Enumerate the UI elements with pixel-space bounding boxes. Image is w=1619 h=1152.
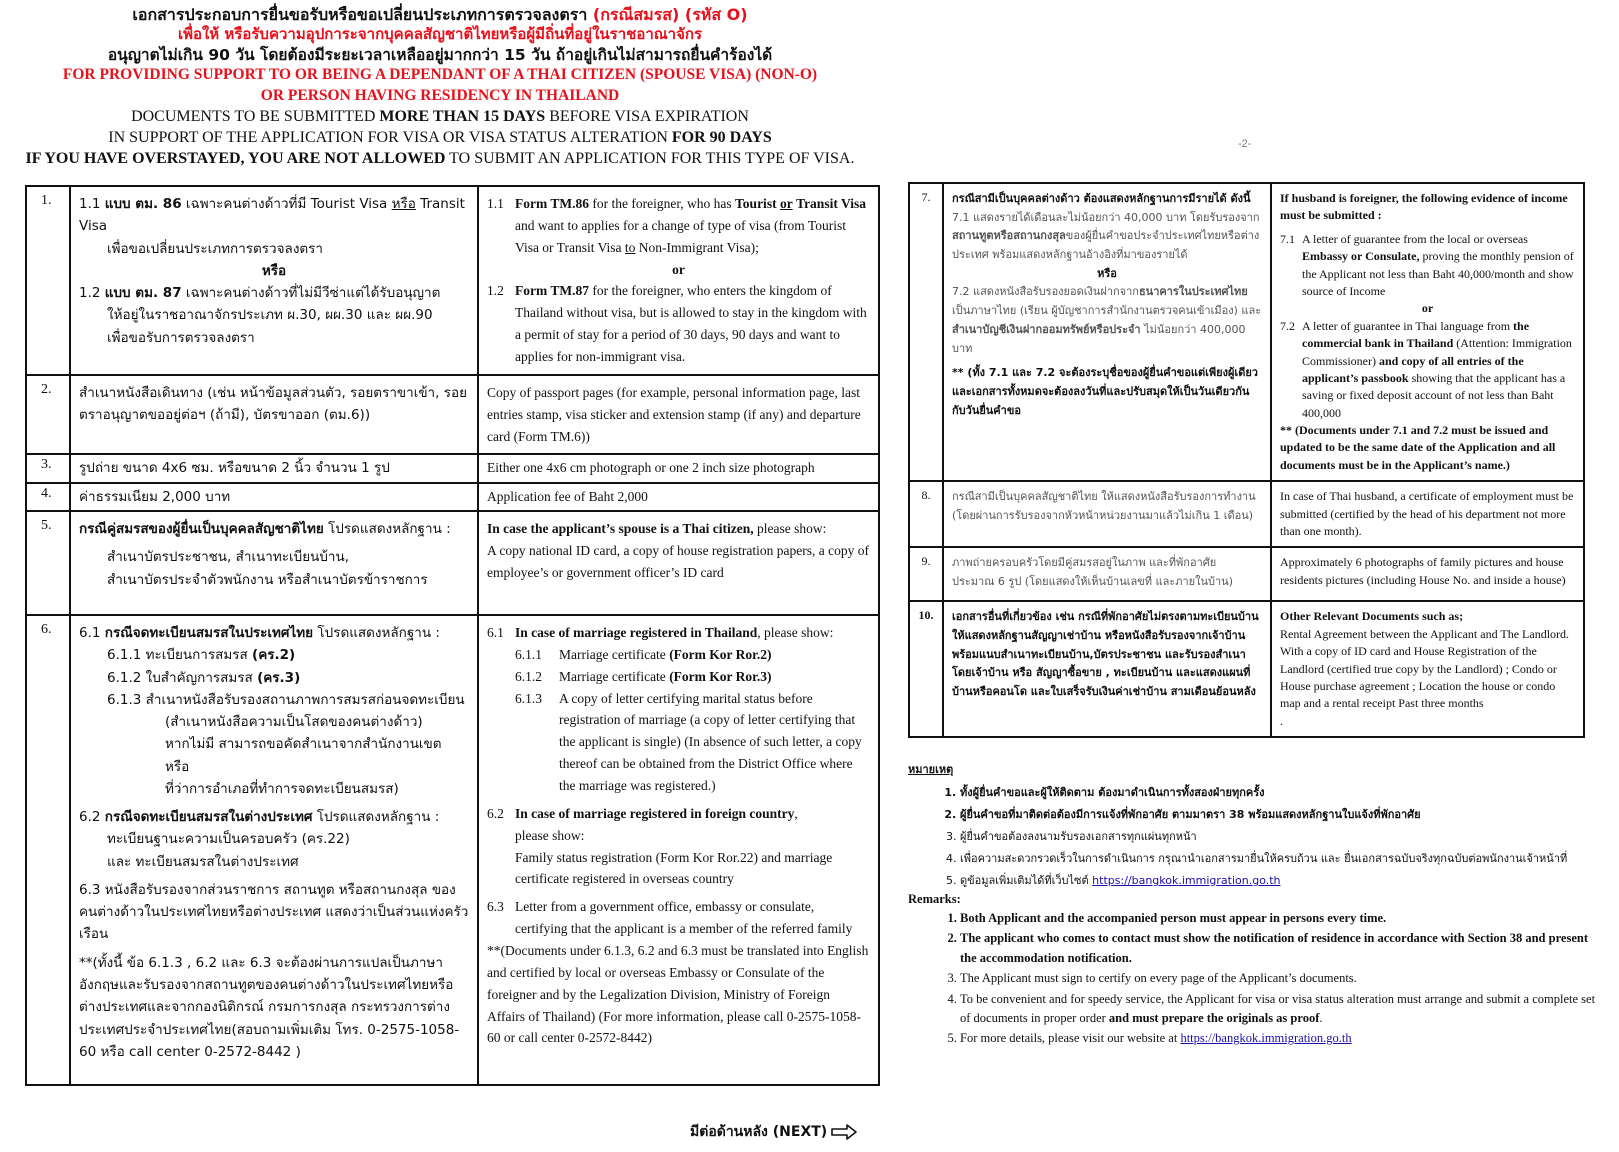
header-thai-title: เอกสารประกอบการยื่นขอรับหรือขอเปลี่ยนประเภทการตรวจลงตรา (กรณีสมรส) (รหัส O): [132, 5, 748, 24]
row-thai-text: 1.1 แบบ ตม. 86 เฉพาะคนต่างด้าวที่มี Tourist Visa หรือ Transit Visa เพื่อขอเปลี่ยนประเภทการตรวจลงตรา หรือ 1.2 แบบ ตม. 87 เฉพาะคนต่างด้าวที่ไม่มีวีซ่าแต่ได้รับอนุญาต ให้อยู่ในราชอาณาจักรประเภท ผ.30, ผผ.30 และ ผผ.90 เพื่อขอรับการตรวจลงตรา: [70, 186, 478, 375]
page-number: -2-: [1238, 138, 1252, 150]
list-item: 5. For more details, please visit our website at https://bangkok.immigration.go.th: [960, 1029, 1598, 1048]
row-thai-text: กรณีคู่สมรสของผู้ยื่นเป็นบุคคลสัญชาติไทย โปรดแสดงหลักฐาน : สำเนาบัตรประชาชน, สำเนาทะเบียนบ้าน, สำเนาบัตรประจำตัวพนักงาน หรือสำเนาบัตรข้าราชการ: [70, 511, 478, 615]
note-thai: ** (ทั้ง 7.1 และ 7.2 จะต้องระบุชื่อของผู้ยื่นคำขอแต่เพียงผู้เดียว และเอกสารทั้งหมดจะต้องลงวันที่และปรับสมุดให้เป็นวันเดียวกันกับวันยื่นคำขอ: [952, 366, 1258, 417]
row-number: 6.: [26, 615, 70, 1085]
remarks-thai-list: [908, 782, 1598, 892]
note-english: **(Documents under 6.1.3, 6.2 and 6.3 must be translated into English and certified by local or overseas Embassy or Consulate of the foreigner and by the Legalization Division, Ministry of Foreign Affairs of Thailand) (For more information, please call 0-2575-1058-60 or call center 0-2572-8442): [487, 943, 869, 1046]
item-1-2-english: 1.2 Form TM.87 for the foreigner, who enters the kingdom of Thailand without visa, but is allowed to stay in the kingdom with a permit of stay for a period of 30 days, 90 days and want to applies for non-immigrant visa.: [487, 283, 867, 365]
documents-table-left: [25, 185, 880, 1086]
row-thai-text: 6.1 กรณีจดทะเบียนสมรสในประเทศไทย โปรดแสดงหลักฐาน : 6.1.1 ทะเบียนการสมรส (คร.2) 6.1.2 ใบสำคัญการสมรส (คร.3) 6.1.3 สำเนาหนังสือรับรองสถานภาพการสมรสก่อนจดทะเบียน (สำเนาหนังสือความเป็นโสดของคนต่างด้าว) หากไม่มี สามารถขอคัดสำเนาจากสำนักงานเขต หรือ ที่ว่าการอำเภอที่ทำการจดทะเบียนสมรส) 6.2 กรณีจดทะเบียนสมรสในต่างประเทศ โปรดแสดงหลักฐาน : ทะเบียนฐานะความเป็นครอบครัว (คร.22) และ ทะเบียนสมรสในต่างประเทศ 6.3 หนังสือรับรองจากส่วนราชการ สถานทูต หรือสถานกงสุล ของคนต่างด้าวในประเทศไทยหรือต่างประเทศ แสดงว่าเป็นส่วนแห่งครัวเรือน **(ทั้งนี้ ข้อ 6.1.3 , 6.2 และ 6.3 จะต้องผ่านการแปลเป็นภาษาอังกฤษและรับรองจากสถานทูตของคนต่างด้าวในประเทศไทยหรือต่างประเทศและจากกองนิติกรณ์ กรมการกงสุล กระทรวงการต่างประเทศประจำประเทศไทย(สอบถามเพิ่มเติม โทร. 0-2575-1058-60 หรือ call center 0-2572-8442 ): [70, 615, 478, 1085]
row-english-text: Copy of passport pages (for example, personal information page, last entries stamp, visa sticker and extension stamp (if any) and departure card (Form TM.6)): [478, 375, 879, 455]
row-number: 9.: [909, 547, 943, 601]
table-row: [909, 481, 1584, 547]
row-thai-text: ภาพถ่ายครอบครัวโดยมีคู่สมรสอยู่ในภาพ และที่พักอาศัย ประมาณ 6 รูป (โดยแสดงให้เห็นบ้านเลขที่ และภายในบ้าน): [943, 547, 1271, 601]
item-6-3-thai: 6.3 หนังสือรับรองจากส่วนราชการ สถานทูต หรือสถานกงสุล ของคนต่างด้าวในประเทศไทยหรือต่างประเทศ แสดงว่าเป็นส่วนแห่งครัวเรือน: [79, 881, 469, 943]
item-1-2-thai: 1.2 แบบ ตม. 87 เฉพาะคนต่างด้าวที่ไม่มีวีซ่าแต่ได้รับอนุญาต: [79, 285, 441, 302]
header-en-line-1: DOCUMENTS TO BE SUBMITTED MORE THAN 15 DAYS BEFORE VISA EXPIRATION: [131, 108, 749, 126]
item-6-3-english: 6.3 Letter from a government office, embassy or consulate, certifying that the applicant is a member of the referred family: [487, 899, 853, 937]
list-item: 2. The applicant who comes to contact must show the notification of residence in accordance with Section 38 and present the accommodation notification.: [960, 929, 1598, 968]
row-number: 1.: [26, 186, 70, 375]
item-1-1-thai: 1.1 แบบ ตม. 86 เฉพาะคนต่างด้าวที่มี Tourist Visa หรือ Transit Visa: [79, 196, 465, 235]
table-row: [909, 601, 1584, 737]
remarks-section: [908, 760, 1598, 1050]
row-thai-text: กรณีสามีเป็นบุคคลสัญชาติไทย ให้แสดงหนังสือรับรองการทำงาน (โดยผ่านการรับรองจากหัวหน้าหน่วยงานมาแล้วไม่เกิน 1 เดือน): [943, 481, 1271, 547]
remarks-english-title: Remarks:: [908, 892, 961, 906]
next-page-indicator: มีต่อด้านหลัง (NEXT): [690, 1121, 857, 1143]
row-english-text: [478, 186, 879, 375]
website-link[interactable]: https://bangkok.immigration.go.th: [1180, 1031, 1352, 1046]
row-thai-text: รูปถ่าย ขนาด 4x6 ซม. หรือขนาด 2 นิ้ว จำนวน 1 รูป: [70, 454, 478, 482]
header-en-line-3: IF YOU HAVE OVERSTAYED, YOU ARE NOT ALLOWED TO SUBMIT AN APPLICATION FOR THIS TYPE OF VISA.: [25, 150, 855, 168]
row-number: 3.: [26, 454, 70, 482]
list-item: 4. To be convenient and for speedy service, the Applicant for visa or visa status alteration must arrange and submit a complete set of documents in proper order and must prepare the originals as proof.: [960, 990, 1598, 1029]
header-thai-subtitle: เพื่อให้ หรือรับความอุปการะจากบุคคลสัญชาติไทยหรือผู้มีถิ่นที่อยู่ในราชอาณาจักร: [177, 25, 703, 44]
arrow-right-icon: [831, 1124, 857, 1140]
table-row: [26, 186, 879, 375]
row-number: 10.: [909, 601, 943, 737]
list-item: 1. ทั้งผู้ยื่นคำขอและผู้ให้ติดตาม ต้องมาดำเนินการทั้งสองฝ่ายทุกครั้ง: [960, 782, 1598, 804]
table-row: [26, 511, 879, 615]
or-label: or: [672, 261, 685, 277]
row-thai-text: เอกสารอื่นที่เกี่ยวข้อง เช่น กรณีที่พักอาศัยไม่ตรงตามทะเบียนบ้าน ให้แสดงหลักฐานสัญญาเช่าบ้าน หรือหนังสือรับรองจากเจ้าบ้าน พร้อมแนบสำเนาทะเบียนบ้าน,บัตรประชาชน และรับรองสำเนา โดยเจ้าบ้าน หรือ สัญญาซื้อขาย , ทะเบียนบ้าน และแสดงแผนที่บ้านหรือคอนโด และใบเสร็จรับเงินค่าเช่าบ้าน สามเดือนย้อนหลัง: [943, 601, 1271, 737]
row-number: 7.: [909, 183, 943, 481]
note-thai: **(ทั้งนี้ ข้อ 6.1.3 , 6.2 และ 6.3 จะต้องผ่านการแปลเป็นภาษาอังกฤษและรับรองจากสถานทูตของคนต่างด้าวในประเทศไทยหรือต่างประเทศและจากกองนิติกรณ์ กรมการกงสุล กระทรวงการต่างประเทศประจำประเทศไทย(สอบถามเพิ่มเติม โทร. 0-2575-1058-60 หรือ call center 0-2572-8442 ): [79, 954, 460, 1060]
row-thai-text: ค่าธรรมเนียม 2,000 บาท: [70, 483, 478, 511]
header-en-title-2: OR PERSON HAVING RESIDENCY IN THAILAND: [260, 86, 620, 104]
note-english: ** (Documents under 7.1 and 7.2 must be issued and updated to be the same date of the Application and all documents must be in the Applicant’s name.): [1280, 423, 1556, 472]
list-item: 5. ดูข้อมูลเพิ่มเติมได้ที่เว็บไซต์ https://bangkok.immigration.go.th: [960, 870, 1598, 892]
header-thai-condition: อนุญาตไม่เกิน 90 วัน โดยต้องมีระยะเวลาเหลืออยู่มากกว่า 15 วัน ถ้าอยู่เกินไม่สามารถยื่นคำร้องได้: [107, 45, 773, 64]
row-english-text: In case the applicant’s spouse is a Thai citizen, please show: A copy national ID card, a copy of house registration papers, a copy of employee’s or government officer’s ID card: [478, 511, 879, 615]
row-english-text: Application fee of Baht 2,000: [478, 483, 879, 511]
row-english-text: 6.1 In case of marriage registered in Thailand, please show: 6.1.1 Marriage certificate (Form Kor Ror.2) 6.1.2 Marriage certificate (Form Kor Ror.3) 6.1.3 A copy of letter certifying marital status before registration of marriage (a copy of letter certifying that the applicant is single) (In absence of such letter, a copy thereof can be obtained from the District Office where the marriage was registered.) 6.2 In case of marriage registered in foreign country, please show: Family status registration (Form Kor Ror.22) and marriage certificate registered in overseas country 6.3 Letter from a government office, embassy or consulate, certifying that the applicant is a member of the referred family **(Documents under 6.1.3, 6.2 and 6.3 must be translated into English and certified by local or overseas Embassy or Consulate of the foreigner and by the Legalization Division, Ministry of Foreign Affairs of Thailand) (For more information, please call 0-2575-1058-60 or call center 0-2572-8442): [478, 615, 879, 1085]
row-thai-text: กรณีสามีเป็นบุคคลต่างด้าว ต้องแสดงหลักฐานการมีรายได้ ดังนี้ 7.1 แสดงรายได้เดือนละไม่น้อยกว่า 40,000 บาท โดยรับรองจากสถานทูตหรือสถานกงสุลของผู้ยื่นคำขอประจำประเทศไทยหรือต่างประเทศ พร้อมแสดงหลักฐานอ้างอิงที่มาของรายได้ หรือ 7.2 แสดงหนังสือรับรองยอดเงินฝากจากธนาคารในประเทศไทย เป็นภาษาไทย (เรียน ผู้บัญชาการสำนักงานตรวจคนเข้าเมือง) และสำเนาบัญชีเงินฝากออมทรัพย์หรือประจำ ไม่น้อยกว่า 400,000 บาท ** (ทั้ง 7.1 และ 7.2 จะต้องระบุชื่อของผู้ยื่นคำขอแต่เพียงผู้เดียว และเอกสารทั้งหมดจะต้องลงวันที่และปรับสมุดให้เป็นวันเดียวกันกับวันยื่นคำขอ: [943, 183, 1271, 481]
row-english-text: Approximately 6 photographs of family pictures and house residents pictures (including House No. and inside a house): [1271, 547, 1584, 601]
header-en-line-2: IN SUPPORT OF THE APPLICATION FOR VISA OR VISA STATUS ALTERATION FOR 90 DAYS: [108, 129, 772, 147]
or-label: or: [1421, 301, 1434, 316]
item-6-1-english: 6.1 In case of marriage registered in Thailand, please show:: [487, 624, 834, 640]
item-1-1-english: 1.1 Form TM.86 for the foreigner, who has Tourist or Transit Visa and want to applies for a change of type of visa (from Tourist Visa or Transit Visa to Non-Immigrant Visa);: [487, 196, 866, 255]
website-link[interactable]: https://bangkok.immigration.go.th: [1092, 874, 1281, 887]
list-item: 3. ผู้ยื่นคำขอต้องลงนามรับรองเอกสารทุกแผ่นทุกหน้า: [960, 826, 1598, 848]
list-item: 2. ผู้ยื่นคำขอที่มาติดต่อต้องมีการแจ้งที่พักอาศัย ตามมาตรา 38 พร้อมแสดงหลักฐานใบแจ้งที่พักอาศัย: [960, 804, 1598, 826]
row-number: 2.: [26, 375, 70, 455]
item-6-2-thai: 6.2 กรณีจดทะเบียนสมรสในต่างประเทศ โปรดแสดงหลักฐาน :: [79, 809, 440, 826]
list-item: 3. The Applicant must sign to certify on every page of the Applicant’s documents.: [960, 969, 1598, 988]
header-en-title-1: FOR PROVIDING SUPPORT TO OR BEING A DEPENDANT OF A THAI CITIZEN (SPOUSE VISA) (NON-O): [62, 66, 818, 84]
row-thai-text: สำเนาหนังสือเดินทาง (เช่น หน้าข้อมูลส่วนตัว, รอยตราขาเข้า, รอยตราอนุญาตขออยู่ต่อฯ (ถ้ามี), บัตรขาออก (ตม.6)): [70, 375, 478, 455]
row-number: 8.: [909, 481, 943, 547]
table-row: [26, 454, 879, 482]
remarks-english-list: [908, 909, 1598, 1049]
row-english-text: If husband is foreigner, the following evidence of income must be submitted : 7.1 A letter of guarantee from the local or overseas Embassy or Consulate, proving the monthly pension of the Applicant not less than Baht 40,000/month and show source of Income or 7.2 A letter of guarantee in Thai language from the commercial bank in Thailand (Attention: Immigration Commissioner) and copy of all entries of the applicant’s passbook showing that the applicant has a saving or fixed deposit account of not less than Baht 400,000 ** (Documents under 7.1 and 7.2 must be issued and updated to be the same date of the Application and all documents must be in the Applicant’s name.): [1271, 183, 1584, 481]
row-english-text: Either one 4x6 cm photograph or one 2 inch size photograph: [478, 454, 879, 482]
item-6-1-thai: 6.1 กรณีจดทะเบียนสมรสในประเทศไทย โปรดแสดงหลักฐาน :: [79, 624, 440, 641]
or-label: หรือ: [1097, 266, 1117, 280]
or-label: หรือ: [261, 262, 287, 279]
table-row: [909, 183, 1584, 481]
table-row: [909, 547, 1584, 601]
table-row: [26, 483, 879, 511]
row-number: 4.: [26, 483, 70, 511]
row-english-text: Other Relevant Documents such as; Rental Agreement between the Applicant and The Landlord. With a copy of ID card and House Registration of the Landlord (certified true copy by the Landlord) ; Condo or House purchase agreement ; Location the house or condo map and a rental receipt Past three months .: [1271, 601, 1584, 737]
documents-table-right: [908, 182, 1585, 738]
remarks-thai-title: หมายเหตุ: [908, 763, 954, 776]
row-english-text: In case of Thai husband, a certificate of employment must be submitted (certified by the head of his department not more than one month).: [1271, 481, 1584, 547]
document-header: [0, 4, 880, 170]
list-item: 4. เพื่อความสะดวกรวดเร็วในการดำเนินการ กรุณานำเอกสารมายื่นให้ครบถ้วน และ ยื่นเอกสารฉบับจริงทุกฉบับต่อพนักงานเจ้าหน้าที่: [960, 848, 1598, 870]
row-number: 5.: [26, 511, 70, 615]
list-item: 1. Both Applicant and the accompanied person must appear in persons every time.: [960, 909, 1598, 928]
table-row: [26, 375, 879, 455]
table-row: [26, 615, 879, 1085]
item-6-2-english: 6.2 In case of marriage registered in foreign country, please show: Family status registration (Form Kor Ror.22) and marriage certificate registered in overseas country: [487, 805, 833, 887]
